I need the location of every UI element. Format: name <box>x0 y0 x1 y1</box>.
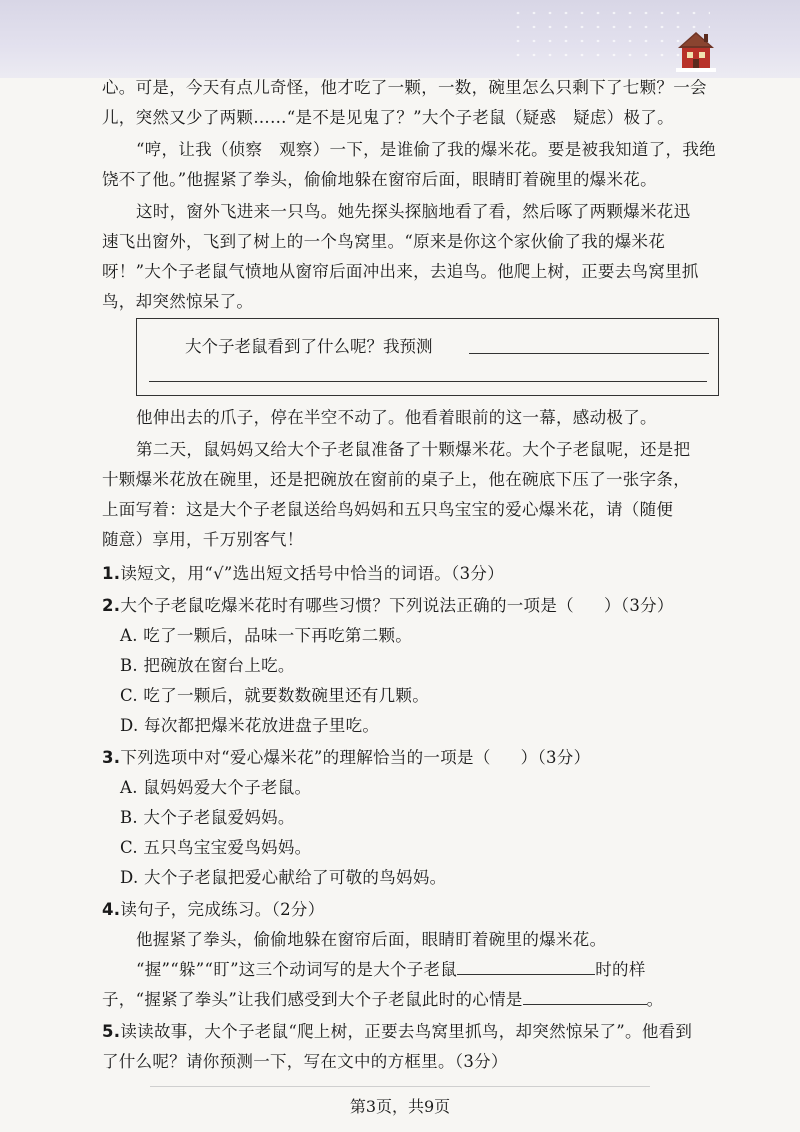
option-a[interactable]: A. 鼠妈妈爱大个子老鼠。 <box>120 778 312 797</box>
option-d[interactable]: D. 每次都把爆米花放进盘子里吃。 <box>120 716 380 735</box>
story-line: 随意）享用，千万别客气！ <box>102 530 304 549</box>
story-line: 呀！”大个子老鼠气愤地从窗帘后面冲出来，去追鸟。他爬上树，正要去鸟窝里抓 <box>102 262 699 281</box>
question-2 <box>102 594 722 618</box>
option-c[interactable]: C. 吃了一颗后，就要数数碗里还有几颗。 <box>120 686 430 705</box>
story-line: 饶不了他。”他握紧了拳头，偷偷地躲在窗帘后面，眼睛盯着碗里的爆米花。 <box>102 170 657 189</box>
answer-blank[interactable] <box>523 988 647 1005</box>
prediction-blank[interactable] <box>149 381 707 382</box>
prediction-box[interactable] <box>136 318 719 396</box>
question-text: 读短文，用“√”选出短文括号中恰当的词语。（3分） <box>120 564 504 583</box>
question-text: 下列选项中对“爱心爆米花”的理解恰当的一项是（ <box>120 748 491 767</box>
fill-line-1: “握”“躲”“盯”这三个动词写的是大个子老鼠 时的样 <box>136 960 646 979</box>
option-c[interactable]: C. 五只鸟宝宝爱鸟妈妈。 <box>120 838 312 857</box>
option-b[interactable]: B. 大个子老鼠爱妈妈。 <box>120 808 295 827</box>
question-5 <box>102 1020 722 1044</box>
question-text: 大个子老鼠吃爆米花时有哪些习惯？下列说法正确的一项是（ <box>120 596 574 615</box>
fill-line-2: 子，“握紧了拳头”让我们感受到大个子老鼠此时的心情是 。 <box>102 990 664 1009</box>
story-line: 速飞出窗外，飞到了树上的一个鸟窝里。“原来是你这个家伙偷了我的爆米花 <box>102 232 666 251</box>
question-text: 读句子，完成练习。（2分） <box>120 900 325 919</box>
option-d[interactable]: D. 大个子老鼠把爱心献给了可敬的鸟妈妈。 <box>120 868 447 887</box>
prediction-blank[interactable] <box>469 353 709 354</box>
prediction-prompt: 大个子老鼠看到了什么呢？我预测 <box>185 337 433 356</box>
story-line: 上面写着：这是大个子老鼠送给鸟妈妈和五只鸟宝宝的爱心爆米花，请（随便 <box>102 500 674 519</box>
story-line: 十颗爆米花放在碗里，还是把碗放在窗前的桌子上，他在碗底下压了一张字条， <box>102 470 690 489</box>
story-line: “哼，让我（侦察 观察）一下，是谁偷了我的爆米花。要是被我知道了，我绝 <box>136 140 716 159</box>
quoted-sentence: 他握紧了拳头，偷偷地躲在窗帘后面，眼睛盯着碗里的爆米花。 <box>136 930 607 949</box>
option-a[interactable]: A. 吃了一颗后，品味一下再吃第二颗。 <box>120 626 413 645</box>
story-line: 心。可是，今天有点儿奇怪，他才吃了一颗，一数，碗里怎么只剩下了七颗？一会 <box>102 78 707 97</box>
story-line: 这时，窗外飞进来一只鸟。她先探头探脑地看了看，然后啄了两颗爆米花迅 <box>136 202 691 221</box>
question-text: 读读故事，大个子老鼠“爬上树，正要去鸟窝里抓鸟，却突然惊呆了”。他看到 <box>120 1022 693 1041</box>
page-number: 第3页，共9页 <box>349 1097 451 1116</box>
story-line: 他伸出去的爪子，停在半空不动了。他看着眼前的这一幕，感动极了。 <box>136 408 657 427</box>
story-line: 鸟，却突然惊呆了。 <box>102 292 254 311</box>
option-b[interactable]: B. 把碗放在窗台上吃。 <box>120 656 295 675</box>
story-line: 第二天，鼠妈妈又给大个子老鼠准备了十颗爆米花。大个子老鼠呢，还是把 <box>136 440 691 459</box>
question-number: 2. <box>102 596 121 615</box>
question-score: ）（3分） <box>520 748 591 767</box>
question-number: 3. <box>102 748 121 767</box>
question-number: 5. <box>102 1022 121 1041</box>
question-1 <box>102 562 722 586</box>
footer-divider <box>150 1086 650 1087</box>
question-number: 1. <box>102 564 121 583</box>
question-4 <box>102 898 722 922</box>
question-3 <box>102 746 722 770</box>
question-text: 了什么呢？请你预测一下，写在文中的方框里。（3分） <box>102 1052 508 1071</box>
question-score: ）（3分） <box>603 596 674 615</box>
story-line: 儿，突然又少了两颗……“是不是见鬼了？”大个子老鼠（疑惑 疑虑）极了。 <box>102 108 674 127</box>
question-number: 4. <box>102 900 121 919</box>
answer-blank[interactable] <box>457 958 595 975</box>
